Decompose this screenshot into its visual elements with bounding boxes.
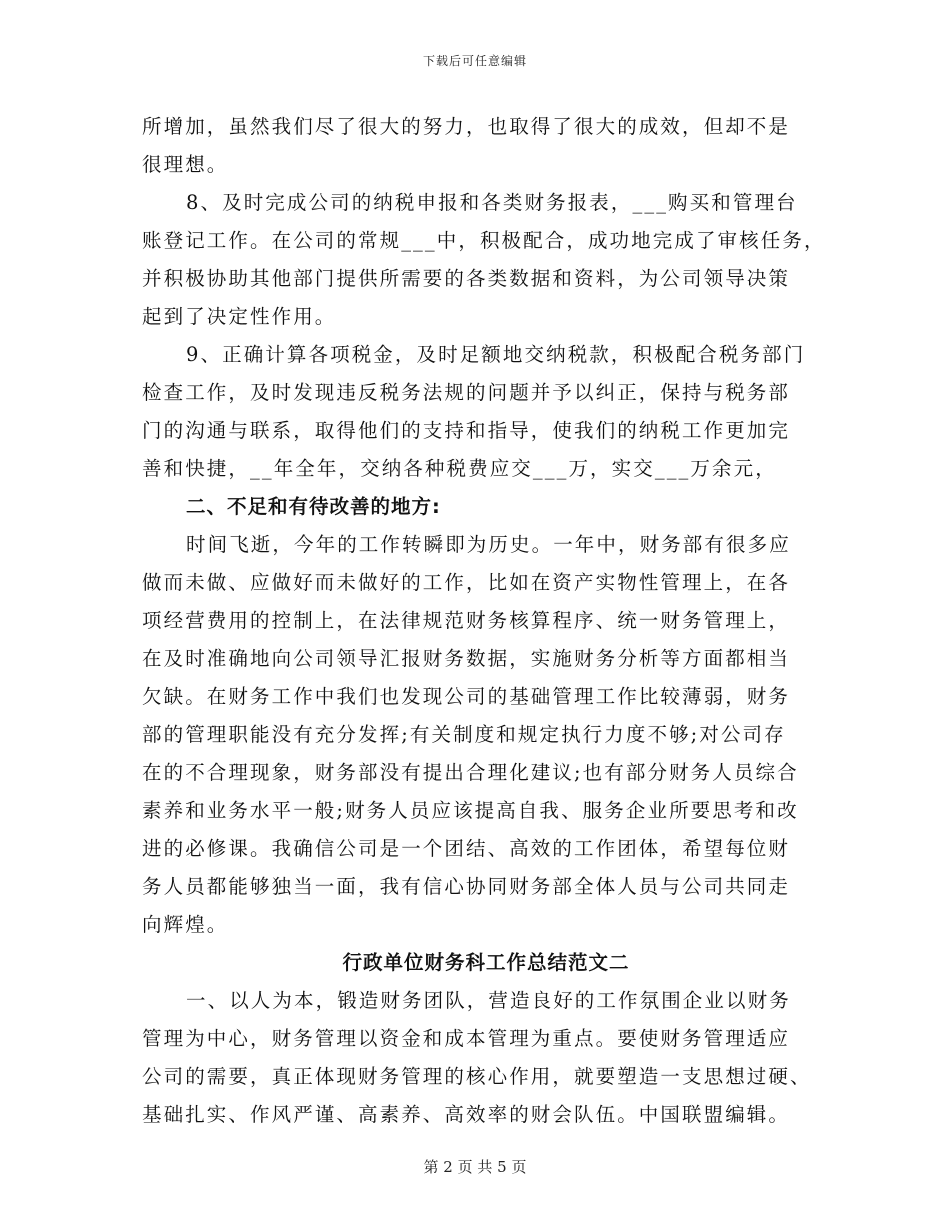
body-line: 起到了决定性作用。 — [142, 305, 337, 328]
body-line: 管理为中心，财务管理以资金和成本管理为重点。要使财务管理适应 — [142, 1027, 791, 1050]
document-body — [142, 108, 826, 1134]
body-line: 欠缺。在财务工作中我们也发现公司的基础管理工作比较薄弱，财务 — [142, 685, 791, 708]
body-line: 公司的需要，真正体现财务管理的核心作用，就要塑造一支思想过硬、 — [142, 1065, 812, 1088]
body-line: 一、以人为本，锻造财务团队，营造良好的工作氛围企业以财务 — [186, 989, 791, 1012]
section-heading: 二、不足和有待改善的地方: — [186, 495, 441, 518]
body-line: 进的必修课。我确信公司是一个团结、高效的工作团体，希望每位财 — [142, 837, 791, 860]
body-line: 基础扎实、作风严谨、高素养、高效率的财会队伍。中国联盟编辑。 — [142, 1103, 791, 1126]
document-title: 行政单位财务科工作总结范文二 — [342, 951, 630, 974]
body-line: 检查工作，及时发现违反税务法规的问题并予以纠正，保持与税务部 — [142, 381, 791, 404]
body-line: 并积极协助其他部门提供所需要的各类数据和资料，为公司领导决策 — [142, 267, 791, 290]
body-line: 账登记工作。在公司的常规___中，积极配合，成功地完成了审核任务， — [142, 229, 826, 252]
body-line: 很理想。 — [142, 153, 229, 176]
body-line: 项经营费用的控制上，在法律规范财务核算程序、统一财务管理上， — [142, 609, 791, 632]
page-header: 下载后可任意编辑 — [422, 54, 527, 68]
body-line: 部的管理职能没有充分发挥;有关制度和规定执行力度不够;对公司存 — [142, 723, 786, 746]
body-line: 善和快捷，__年全年，交纳各种税费应交___万，实交___万余元， — [142, 457, 777, 480]
body-line: 门的沟通与联系，取得他们的支持和指导，使我们的纳税工作更加完 — [142, 419, 791, 442]
body-line: 在的不合理现象，财务部没有提出合理化建议;也有部分财务人员综合 — [142, 761, 799, 784]
body-line: 务人员都能够独当一面，我有信心协同财务部全体人员与公司共同走 — [142, 875, 791, 898]
body-line: 向辉煌。 — [142, 913, 229, 936]
body-line: 做而未做、应做好而未做好的工作，比如在资产实物性管理上，在各 — [142, 571, 791, 594]
body-line: 素养和业务水平一般;财务人员应该提高自我、服务企业所要思考和改 — [142, 799, 799, 822]
body-line: 8、及时完成公司的纳税申报和各类财务报表，___购买和管理台 — [186, 191, 798, 214]
body-line: 所增加，虽然我们尽了很大的努力，也取得了很大的成效，但却不是 — [142, 115, 791, 138]
body-line: 9、正确计算各项税金，及时足额地交纳税款，积极配合税务部门 — [186, 343, 806, 366]
body-line: 时间飞逝，今年的工作转瞬即为历史。一年中，财务部有很多应 — [186, 533, 791, 556]
body-line: 在及时准确地向公司领导汇报财务数据，实施财务分析等方面都相当 — [142, 647, 791, 670]
page-footer: 第 2 页 共 5 页 — [423, 1158, 527, 1176]
